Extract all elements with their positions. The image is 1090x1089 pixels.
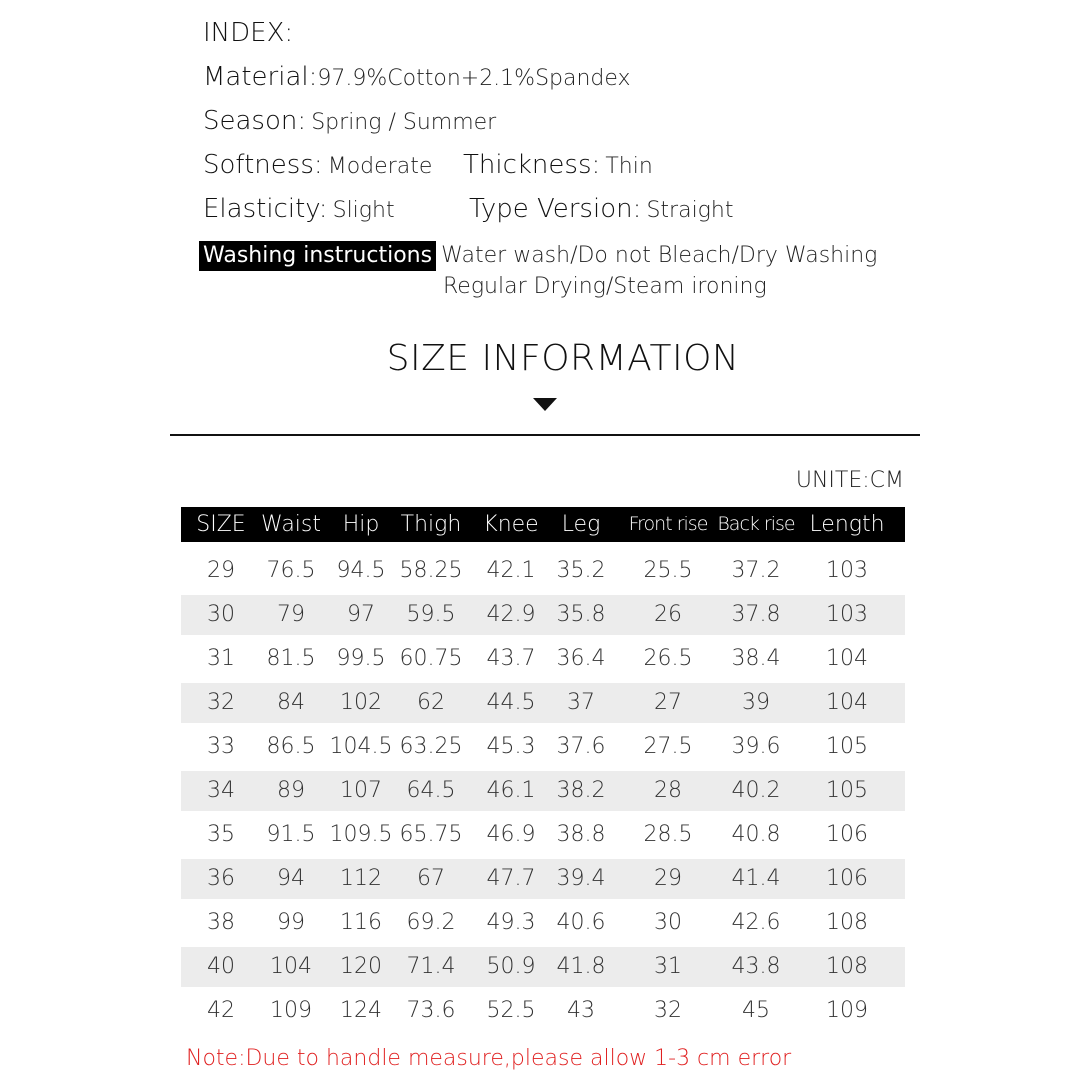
cell-knee: 44.5 xyxy=(486,690,536,715)
thickness-value: Thin xyxy=(605,154,653,179)
cell-waist: 89 xyxy=(277,778,305,803)
cell-back-rise: 39 xyxy=(742,690,770,715)
header-back-rise: Back rise xyxy=(717,513,795,535)
cell-waist: 79 xyxy=(277,602,305,627)
cell-waist: 84 xyxy=(277,690,305,715)
cell-thigh: 64.5 xyxy=(406,778,456,803)
washing-line xyxy=(199,241,877,271)
table-row xyxy=(181,815,905,855)
cell-size: 36 xyxy=(207,866,235,891)
washing-line-2-row xyxy=(443,274,767,299)
header-knee: Knee xyxy=(483,512,539,537)
cell-front-rise: 25.5 xyxy=(643,558,693,583)
cell-thigh: 65.75 xyxy=(399,822,463,847)
cell-length: 106 xyxy=(826,866,868,891)
header-leg: Leg xyxy=(561,512,601,537)
cell-hip: 120 xyxy=(340,954,382,979)
cell-length: 105 xyxy=(826,778,868,803)
cell-back-rise: 41.4 xyxy=(731,866,781,891)
cell-thigh: 73.6 xyxy=(406,998,456,1023)
size-information-title: SIZE INFORMATION xyxy=(386,338,740,379)
cell-thigh: 67 xyxy=(417,866,445,891)
cell-length: 109 xyxy=(826,998,868,1023)
cell-knee: 52.5 xyxy=(486,998,536,1023)
cell-waist: 104 xyxy=(270,954,312,979)
table-row xyxy=(181,595,905,635)
table-row xyxy=(181,551,905,591)
washing-line-1: Water wash/Do not Bleach/Dry Washing xyxy=(441,243,878,268)
index-title-line xyxy=(203,18,293,48)
cell-waist: 91.5 xyxy=(266,822,316,847)
cell-size: 40 xyxy=(207,954,235,979)
thickness-label: Thickness: xyxy=(463,150,601,180)
measurement-note: Note:Due to handle measure,please allow 1-3 cm error xyxy=(186,1046,792,1071)
cell-hip: 104.5 xyxy=(329,734,393,759)
type-version-value: Straight xyxy=(646,198,734,223)
cell-front-rise: 28.5 xyxy=(643,822,693,847)
material-value: 97.9%Cotton+2.1%Spandex xyxy=(317,66,631,91)
table-row xyxy=(181,639,905,679)
washing-label: Washing instructions xyxy=(199,241,436,271)
cell-hip: 102 xyxy=(340,690,382,715)
cell-size: 30 xyxy=(207,602,235,627)
cell-size: 35 xyxy=(207,822,235,847)
cell-leg: 38.8 xyxy=(556,822,606,847)
cell-hip: 109.5 xyxy=(329,822,393,847)
cell-length: 103 xyxy=(826,602,868,627)
cell-front-rise: 29 xyxy=(654,866,682,891)
elasticity-value: Slight xyxy=(332,198,395,223)
table-row xyxy=(181,859,905,899)
cell-size: 31 xyxy=(207,646,235,671)
cell-back-rise: 43.8 xyxy=(731,954,781,979)
cell-back-rise: 45 xyxy=(742,998,770,1023)
header-thigh: Thigh xyxy=(400,512,462,537)
cell-leg: 40.6 xyxy=(556,910,606,935)
cell-waist: 99 xyxy=(277,910,305,935)
table-row xyxy=(181,727,905,767)
cell-length: 105 xyxy=(826,734,868,759)
cell-thigh: 60.75 xyxy=(399,646,463,671)
header-hip: Hip xyxy=(342,512,380,537)
cell-thigh: 62 xyxy=(417,690,445,715)
cell-waist: 86.5 xyxy=(266,734,316,759)
unit-label: UNITE:CM xyxy=(795,468,904,493)
cell-length: 108 xyxy=(826,954,868,979)
table-row xyxy=(181,991,905,1031)
header-size: SIZE xyxy=(196,512,246,537)
cell-back-rise: 40.2 xyxy=(731,778,781,803)
cell-leg: 41.8 xyxy=(556,954,606,979)
cell-waist: 81.5 xyxy=(266,646,316,671)
cell-front-rise: 26.5 xyxy=(643,646,693,671)
table-row xyxy=(181,771,905,811)
softness-line xyxy=(203,150,432,180)
softness-value: Moderate xyxy=(327,154,433,179)
table-body xyxy=(181,551,905,1031)
cell-size: 34 xyxy=(207,778,235,803)
cell-front-rise: 27 xyxy=(654,690,682,715)
cell-length: 106 xyxy=(826,822,868,847)
cell-waist: 76.5 xyxy=(266,558,316,583)
cell-front-rise: 32 xyxy=(654,998,682,1023)
cell-knee: 43.7 xyxy=(486,646,536,671)
cell-leg: 38.2 xyxy=(556,778,606,803)
index-title: INDEX: xyxy=(203,18,294,48)
washing-line-2: Regular Drying/Steam ironing xyxy=(443,274,767,299)
cell-size: 32 xyxy=(207,690,235,715)
cell-front-rise: 26 xyxy=(654,602,682,627)
cell-waist: 109 xyxy=(270,998,312,1023)
divider xyxy=(170,434,920,436)
cell-thigh: 59.5 xyxy=(406,602,456,627)
cell-knee: 49.3 xyxy=(486,910,536,935)
cell-knee: 42.9 xyxy=(486,602,536,627)
cell-knee: 50.9 xyxy=(486,954,536,979)
cell-front-rise: 30 xyxy=(654,910,682,935)
table-header-row xyxy=(181,507,905,542)
cell-back-rise: 40.8 xyxy=(731,822,781,847)
cell-thigh: 71.4 xyxy=(406,954,456,979)
season-value: Spring / Summer xyxy=(311,110,497,135)
cell-leg: 43 xyxy=(567,998,595,1023)
cell-leg: 37 xyxy=(567,690,595,715)
cell-leg: 36.4 xyxy=(556,646,606,671)
cell-thigh: 58.25 xyxy=(399,558,463,583)
cell-knee: 45.3 xyxy=(486,734,536,759)
header-front-rise: Front rise xyxy=(628,513,708,535)
material-label: Material: xyxy=(203,62,318,92)
cell-leg: 35.2 xyxy=(556,558,606,583)
cell-back-rise: 38.4 xyxy=(731,646,781,671)
cell-size: 42 xyxy=(207,998,235,1023)
material-line xyxy=(203,62,631,92)
table-row xyxy=(181,947,905,987)
cell-size: 29 xyxy=(207,558,235,583)
cell-hip: 97 xyxy=(347,602,375,627)
cell-leg: 37.6 xyxy=(556,734,606,759)
cell-hip: 124 xyxy=(340,998,382,1023)
cell-hip: 99.5 xyxy=(336,646,386,671)
cell-front-rise: 31 xyxy=(654,954,682,979)
cell-knee: 46.1 xyxy=(486,778,536,803)
thickness-line xyxy=(463,150,653,180)
cell-size: 33 xyxy=(207,734,235,759)
size-table xyxy=(181,507,905,1035)
type-version-label: Type Version: xyxy=(469,194,642,224)
cell-thigh: 63.25 xyxy=(399,734,463,759)
cell-knee: 47.7 xyxy=(486,866,536,891)
cell-front-rise: 27.5 xyxy=(643,734,693,759)
cell-length: 104 xyxy=(826,646,868,671)
header-waist: Waist xyxy=(260,512,322,537)
softness-label: Softness: xyxy=(203,150,323,180)
cell-back-rise: 37.8 xyxy=(731,602,781,627)
cell-knee: 46.9 xyxy=(486,822,536,847)
season-label: Season: xyxy=(203,106,307,136)
cell-front-rise: 28 xyxy=(654,778,682,803)
elasticity-label: Elasticity: xyxy=(203,194,328,224)
season-line xyxy=(203,106,496,136)
cell-length: 104 xyxy=(826,690,868,715)
cell-waist: 94 xyxy=(277,866,305,891)
header-length: Length xyxy=(809,512,885,537)
type-version-line xyxy=(469,194,733,224)
down-triangle-icon xyxy=(533,398,557,411)
cell-back-rise: 42.6 xyxy=(731,910,781,935)
cell-back-rise: 39.6 xyxy=(731,734,781,759)
cell-hip: 94.5 xyxy=(336,558,386,583)
cell-hip: 112 xyxy=(340,866,382,891)
elasticity-line xyxy=(203,194,395,224)
cell-hip: 116 xyxy=(340,910,382,935)
cell-size: 38 xyxy=(207,910,235,935)
cell-thigh: 69.2 xyxy=(406,910,456,935)
cell-leg: 39.4 xyxy=(556,866,606,891)
cell-length: 103 xyxy=(826,558,868,583)
cell-length: 108 xyxy=(826,910,868,935)
table-row xyxy=(181,683,905,723)
table-row xyxy=(181,903,905,943)
cell-back-rise: 37.2 xyxy=(731,558,781,583)
cell-knee: 42.1 xyxy=(486,558,536,583)
cell-hip: 107 xyxy=(340,778,382,803)
cell-leg: 35.8 xyxy=(556,602,606,627)
